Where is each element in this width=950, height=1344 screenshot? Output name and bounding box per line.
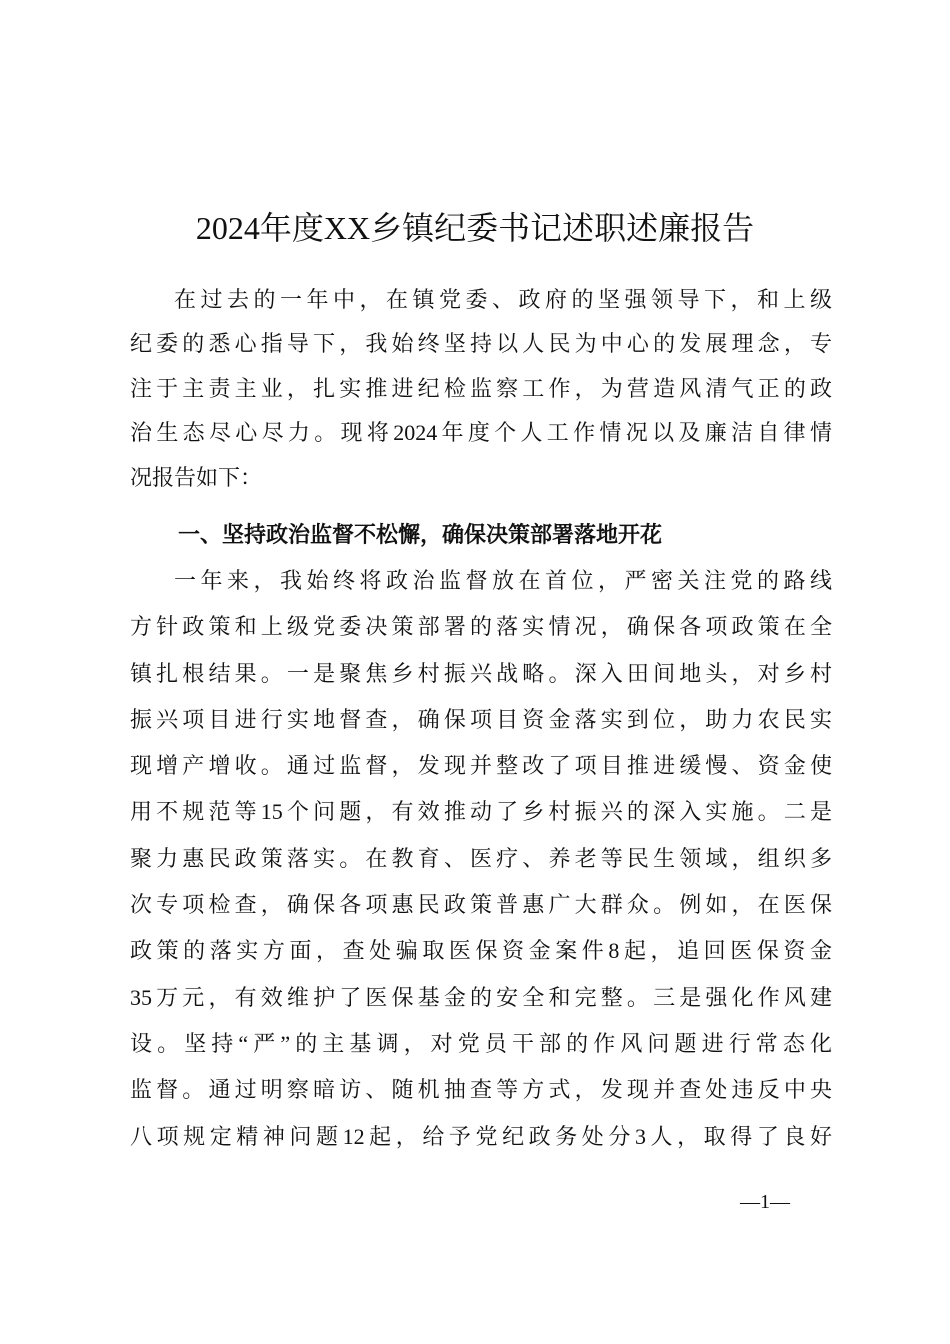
text-line: 镇扎根结果。一是聚焦乡村振兴战略。深入田间地头，对乡村 xyxy=(130,660,832,686)
text-line: 政策的落实方面，查处骗取医保资金案件8起，追回医保资金 xyxy=(130,938,832,964)
intro-paragraph xyxy=(130,278,832,500)
text-line: 八项规定精神问题12起，给予党纪政务处分3人，取得了良好 xyxy=(130,1123,832,1149)
section-paragraph xyxy=(130,558,832,1160)
text-line: 注于主责主业，扎实推进纪检监察工作，为营造风清气正的政 xyxy=(130,375,832,401)
text-line: 治生态尽心尽力。现将2024年度个人工作情况以及廉洁自律情 xyxy=(130,420,832,446)
text-line: 设。坚持“严”的主基调，对党员干部的作风问题进行常态化 xyxy=(130,1030,832,1056)
text-line: 聚力惠民政策落实。在教育、医疗、养老等民生领域，组织多 xyxy=(130,845,832,871)
document-title: 2024年度XX乡镇纪委书记述职述廉报告 xyxy=(195,210,755,246)
text-line: 一年来，我始终将政治监督放在首位，严密关注党的路线 xyxy=(174,568,832,593)
text-line: 现增产增收。通过监督，发现并整改了项目推进缓慢、资金使 xyxy=(130,753,832,779)
text-line: 用不规范等15个问题，有效推动了乡村振兴的深入实施。二是 xyxy=(130,799,832,825)
text-line: 纪委的悉心指导下，我始终坚持以人民为中心的发展理念，专 xyxy=(130,331,832,357)
text-line: 35万元，有效维护了医保基金的安全和完整。三是强化作风建 xyxy=(130,984,832,1010)
text-line: 振兴项目进行实地督查，确保项目资金落实到位，助力农民实 xyxy=(130,706,832,732)
text-line: 况报告如下： xyxy=(130,464,263,490)
page-number: —1— xyxy=(740,1191,790,1213)
text-line: 监督。通过明察暗访、随机抽查等方式，发现并查处违反中央 xyxy=(130,1077,832,1103)
text-line: 方针政策和上级党委决策部署的落实情况，确保各项政策在全 xyxy=(130,614,832,640)
text-line: 次专项检查，确保各项惠民政策普惠广大群众。例如，在医保 xyxy=(130,892,832,918)
text-line: 在过去的一年中，在镇党委、政府的坚强领导下，和上级 xyxy=(174,287,832,312)
section-heading: 一、坚持政治监督不松懈，确保决策部署落地开花 xyxy=(178,523,663,548)
